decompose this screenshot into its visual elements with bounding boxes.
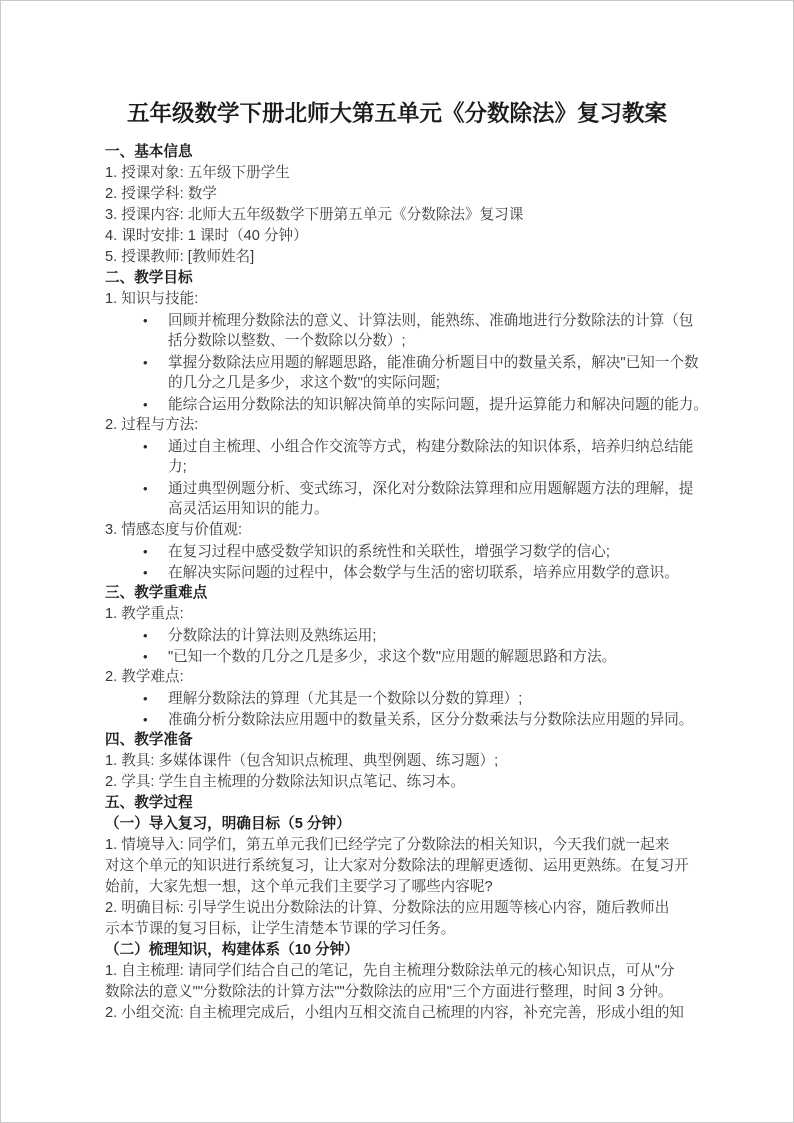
bullet-line: 的几分之几是多少，求这个数"的实际问题; — [168, 375, 440, 391]
section-heading: 五、教学过程 — [105, 795, 193, 811]
bullet-icon: • — [143, 397, 148, 412]
bullet-icon: • — [143, 565, 148, 580]
section-heading: 二、教学目标 — [105, 270, 193, 286]
bullet-icon: • — [143, 544, 148, 559]
section-heading: 四、教学准备 — [105, 732, 193, 748]
bullet-line — [105, 709, 694, 730]
text-line: 3. 情感态度与价值观: — [105, 522, 243, 538]
bullet-line — [105, 646, 689, 667]
text-line: 2. 学具: 学生自主梳理的分数除法知识点笔记、练习本。 — [105, 774, 465, 790]
text-line: 3. 授课内容: 北师大五年级数学下册第五单元《分数除法》复习课 — [105, 207, 524, 223]
bullet-text: 通过典型例题分析、变式练习，深化对分数除法算理和应用题解题方法的理解，提 — [168, 481, 694, 497]
text-line: 2. 教学难点: — [105, 669, 184, 685]
text-line: 1. 教学重点: — [105, 606, 184, 622]
bullet-line: 高灵活运用知识的能力。 — [168, 501, 329, 517]
section-heading: 一、基本信息 — [105, 144, 193, 160]
bullet-text: 能综合运用分数除法的知识解决简单的实际问题，提升运算能力和解决问题的能力。 — [168, 397, 708, 413]
bullet-icon: • — [143, 439, 148, 454]
bullet-line — [105, 625, 689, 646]
bullet-text: 分数除法的计算法则及熟练运用; — [168, 628, 377, 644]
bullet-text: 回顾并梳理分数除法的意义、计算法则，能熟练、准确地进行分数除法的计算（包 — [168, 313, 694, 329]
text-line: 示本节课的复习目标，让学生清楚本节课的学习任务。 — [105, 921, 456, 937]
text-line: 数除法的意义""分数除法的计算方法""分数除法的应用"三个方面进行整理，时间 3 分钟。 — [105, 984, 673, 1000]
bullet-icon: • — [143, 691, 148, 706]
text-line: 2. 过程与方法: — [105, 417, 199, 433]
bullet-text: 在解决实际问题的过程中，体会数学与生活的密切联系，培养应用数学的意识。 — [168, 565, 679, 581]
text-line: 1. 授课对象: 五年级下册学生 — [105, 165, 290, 181]
bullet-icon: • — [143, 313, 148, 328]
sub-heading: （二）梳理知识，构建体系（10 分钟） — [105, 942, 359, 958]
text-line: 2. 明确目标: 引导学生说出分数除法的计算、分数除法的应用题等核心内容，随后教师出 — [105, 900, 670, 916]
text-line: 1. 自主梳理: 请同学们结合自己的笔记，先自主梳理分数除法单元的核心知识点，可从"分 — [105, 963, 675, 979]
bullet-line — [105, 436, 694, 457]
bullet-icon: • — [143, 712, 148, 727]
bullet-line — [105, 541, 689, 562]
bullet-line — [105, 394, 708, 415]
text-line: 2. 小组交流: 自主梳理完成后，小组内互相交流自己梳理的内容，补充完善，形成小组的知 — [105, 1005, 684, 1021]
sub-heading: （一）导入复习，明确目标（5 分钟） — [105, 816, 351, 832]
bullet-icon: • — [143, 355, 148, 370]
document-content — [1, 1, 793, 1024]
bullet-line: 括分数除以整数、一个数除以分数）; — [168, 333, 406, 349]
bullet-line: 力; — [168, 459, 187, 475]
bullet-line — [105, 352, 699, 373]
bullet-icon: • — [143, 481, 148, 496]
text-line: 1. 知识与技能: — [105, 291, 199, 307]
bullet-text: "已知一个数的几分之几是多少，求这个数"应用题的解题思路和方法。 — [168, 649, 617, 665]
bullet-text: 理解分数除法的算理（尤其是一个数除以分数的算理）; — [168, 691, 523, 707]
bullet-line — [105, 478, 694, 499]
bullet-icon: • — [143, 649, 148, 664]
document-body — [105, 142, 708, 1024]
text-line: 5. 授课教师: [教师姓名] — [105, 249, 255, 265]
bullet-text: 准确分析分数除法应用题中的数量关系，区分分数乘法与分数除法应用题的异同。 — [168, 712, 694, 728]
bullet-line — [105, 688, 689, 709]
bullet-text: 在复习过程中感受数学知识的系统性和关联性，增强学习数学的信心; — [168, 544, 610, 560]
bullet-line — [105, 310, 694, 331]
bullet-icon: • — [143, 628, 148, 643]
section-heading: 三、教学重难点 — [105, 585, 208, 601]
text-line: 4. 课时安排: 1 课时（40 分钟） — [105, 228, 308, 244]
text-line: 2. 授课学科: 数学 — [105, 186, 217, 202]
bullet-line — [105, 562, 689, 583]
document-title: 五年级数学下册北师大第五单元《分数除法》复习教案 — [126, 101, 667, 126]
text-line: 1. 情境导入: 同学们，第五单元我们已经学完了分数除法的相关知识，今天我们就一起来 — [105, 837, 670, 853]
text-line: 1. 教具: 多媒体课件（包含知识点梳理、典型例题、练习题）; — [105, 753, 499, 769]
text-line: 始前，大家先想一想，这个单元我们主要学习了哪些内容呢? — [105, 879, 493, 895]
bullet-text: 通过自主梳理、小组合作交流等方式，构建分数除法的知识体系，培养归纳总结能 — [168, 439, 694, 455]
text-line: 对这个单元的知识进行系统复习，让大家对分数除法的理解更透彻、运用更熟练。在复习开 — [105, 858, 689, 874]
bullet-text: 掌握分数除法应用题的解题思路，能准确分析题目中的数量关系，解决"已知一个数 — [168, 355, 699, 371]
